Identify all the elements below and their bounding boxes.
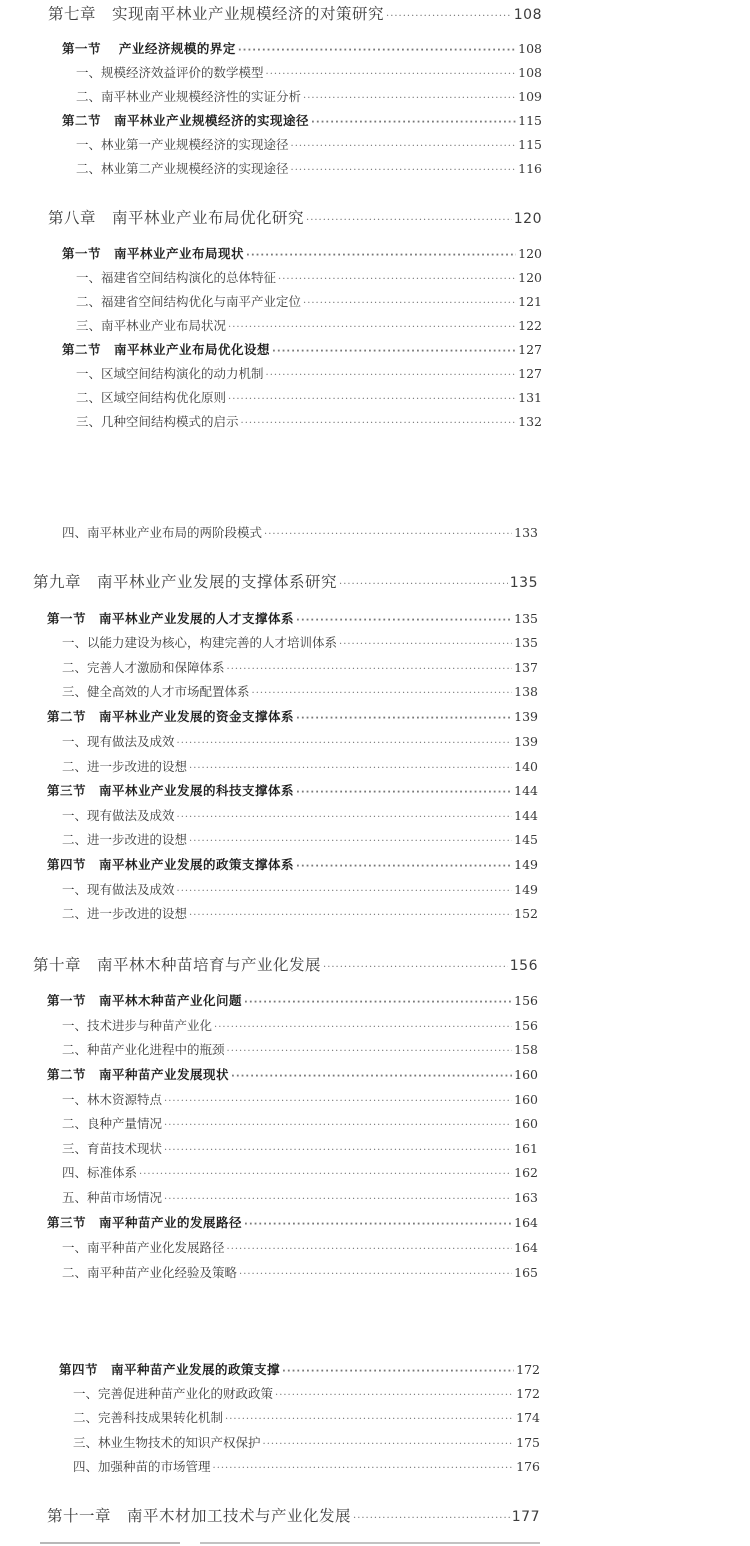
toc-item-row xyxy=(62,522,538,544)
dot-leader xyxy=(339,574,508,596)
dot-leader xyxy=(231,1066,512,1088)
toc-page-number: 156 xyxy=(509,958,538,974)
toc-entry-title: 四、标准体系 xyxy=(62,1165,138,1180)
toc-entry-title: 第一节 产业经济规模的界定 xyxy=(62,41,236,56)
toc-entry-title: 二、南平种苗产业化经验及策略 xyxy=(62,1265,238,1280)
toc-entry-title: 一、区域空间结构演化的动力机制 xyxy=(76,366,264,381)
dot-leader xyxy=(353,1508,510,1530)
toc-entry-title: 二、良种产量情况 xyxy=(62,1116,163,1131)
dot-leader xyxy=(177,881,513,903)
toc-page-number: 156 xyxy=(514,993,538,1008)
toc-item-row xyxy=(73,1456,540,1478)
dot-leader xyxy=(264,524,512,546)
toc-item-row xyxy=(62,1113,538,1135)
toc-entry-title: 二、种苗产业化进程中的瓶颈 xyxy=(62,1042,225,1057)
toc-page-number: 137 xyxy=(514,660,538,675)
toc-section-row xyxy=(59,1359,540,1381)
dot-leader xyxy=(278,269,516,291)
toc-page-number: 108 xyxy=(518,41,542,56)
toc-item-row xyxy=(76,315,542,337)
toc-item-row xyxy=(62,1237,538,1259)
toc-page-number: 139 xyxy=(514,709,538,724)
dot-leader xyxy=(189,758,512,780)
toc-entry-title: 第一节 南平林木种苗产业化问题 xyxy=(47,993,243,1008)
dot-leader xyxy=(272,341,516,363)
toc-item-row xyxy=(76,387,542,409)
toc-page-number: 177 xyxy=(511,1509,540,1525)
toc-page-number: 133 xyxy=(514,525,538,540)
toc-page-number: 165 xyxy=(514,1265,538,1280)
dot-leader xyxy=(266,365,517,387)
toc-item-row xyxy=(76,86,542,108)
toc-page-number: 108 xyxy=(518,65,542,80)
toc-page-number: 160 xyxy=(514,1067,538,1082)
toc-entry-title: 二、进一步改进的设想 xyxy=(62,832,188,847)
toc-page-number: 145 xyxy=(514,832,538,847)
toc-item-row xyxy=(73,1432,540,1454)
dot-leader xyxy=(189,831,512,853)
toc-item-row xyxy=(62,1262,538,1284)
toc-section-row xyxy=(62,38,542,60)
toc-entry-title: 二、福建省空间结构优化与南平产业定位 xyxy=(76,294,302,309)
toc-page-number: 144 xyxy=(514,783,538,798)
toc-item-row xyxy=(62,1162,538,1184)
toc-entry-title: 一、林业第一产业规模经济的实现途径 xyxy=(76,137,289,152)
toc-entry-title: 第三节 南平种苗产业的发展路径 xyxy=(47,1215,243,1230)
toc-section-row xyxy=(47,780,538,802)
toc-page-number: 127 xyxy=(518,342,542,357)
dot-leader xyxy=(244,1214,512,1236)
dot-leader xyxy=(189,905,512,927)
dot-leader xyxy=(227,1239,513,1261)
toc-section-row xyxy=(62,339,542,361)
dot-leader xyxy=(244,992,512,1014)
toc-section-row xyxy=(47,706,538,728)
toc-entry-title: 三、林业生物技术的知识产权保护 xyxy=(73,1435,261,1450)
dot-leader xyxy=(296,708,512,730)
dot-leader xyxy=(239,1264,512,1286)
toc-entry-title: 第九章 南平林业产业发展的支撑体系研究 xyxy=(33,573,338,591)
toc-page-number: 120 xyxy=(518,270,542,285)
toc-item-row xyxy=(62,903,538,925)
toc-page-number: 122 xyxy=(518,318,542,333)
toc-page-number: 172 xyxy=(516,1386,540,1401)
toc-page-number: 139 xyxy=(514,734,538,749)
toc-entry-title: 二、进一步改进的设想 xyxy=(62,906,188,921)
toc-entry-title: 一、完善促进种苗产业化的财政政策 xyxy=(73,1386,274,1401)
toc-page-number: 158 xyxy=(514,1042,538,1057)
toc-entry-title: 第二节 南平林业产业布局优化设想 xyxy=(62,342,271,357)
dot-leader xyxy=(339,634,512,656)
dot-leader xyxy=(296,782,512,804)
toc-entry-title: 二、进一步改进的设想 xyxy=(62,759,188,774)
toc-page-number: 163 xyxy=(514,1190,538,1205)
toc-entry-title: 第二节 南平林业产业发展的资金支撑体系 xyxy=(47,709,295,724)
toc-page-number: 131 xyxy=(518,390,542,405)
dot-leader xyxy=(238,40,516,62)
toc-entry-title: 五、种苗市场情况 xyxy=(62,1190,163,1205)
toc-page-number: 132 xyxy=(518,414,542,429)
toc-item-row xyxy=(62,879,538,901)
toc-chapter-row xyxy=(48,3,542,25)
dot-leader xyxy=(296,856,512,878)
toc-entry-title: 一、福建省空间结构演化的总体特征 xyxy=(76,270,277,285)
toc-page-number: 120 xyxy=(518,246,542,261)
dot-leader xyxy=(266,64,517,86)
dot-leader xyxy=(164,1115,512,1137)
toc-entry-title: 第二节 南平林业产业规模经济的实现途径 xyxy=(62,113,310,128)
toc-entry-title: 二、完善科技成果转化机制 xyxy=(73,1410,224,1425)
toc-page-number: 164 xyxy=(514,1215,538,1230)
dot-leader xyxy=(291,136,517,158)
toc-item-row xyxy=(62,756,538,778)
toc-entry-title: 第十一章 南平木材加工技术与产业化发展 xyxy=(47,1507,352,1525)
toc-page-number: 162 xyxy=(514,1165,538,1180)
toc-entry-title: 一、规模经济效益评价的数学模型 xyxy=(76,65,264,80)
toc-entry-title: 一、南平种苗产业化发展路径 xyxy=(62,1240,225,1255)
toc-entry-title: 一、技术进步与种苗产业化 xyxy=(62,1018,213,1033)
dot-leader xyxy=(275,1385,514,1407)
dot-leader xyxy=(386,6,512,28)
toc-item-row xyxy=(76,62,542,84)
toc-entry-title: 四、加强种苗的市场管理 xyxy=(73,1459,211,1474)
toc-page-number: 156 xyxy=(514,1018,538,1033)
toc-section-row xyxy=(62,243,542,265)
toc-page-number: 152 xyxy=(514,906,538,921)
toc-entry-title: 第三节 南平林业产业发展的科技支撑体系 xyxy=(47,783,295,798)
toc-section-row xyxy=(47,1064,538,1086)
toc-item-row xyxy=(76,158,542,180)
toc-item-row xyxy=(62,1039,538,1061)
dot-leader xyxy=(306,210,512,232)
toc-page-number: 115 xyxy=(518,137,542,152)
cropped-next-line xyxy=(40,1540,540,1546)
dot-leader xyxy=(291,160,517,182)
toc-page-number: 127 xyxy=(518,366,542,381)
toc-entry-title: 二、林业第二产业规模经济的实现途径 xyxy=(76,161,289,176)
toc-chapter-row xyxy=(47,1505,540,1527)
dot-leader xyxy=(228,389,516,411)
toc-page-number: 161 xyxy=(514,1141,538,1156)
dot-leader xyxy=(227,1041,513,1063)
dot-leader xyxy=(282,1361,514,1383)
toc-item-row xyxy=(76,291,542,313)
toc-entry-title: 第二节 南平种苗产业发展现状 xyxy=(47,1067,230,1082)
toc-page-number: 140 xyxy=(514,759,538,774)
dot-leader xyxy=(246,245,516,267)
toc-entry-title: 第四节 南平林业产业发展的政策支撑体系 xyxy=(47,857,295,872)
toc-entry-title: 三、几种空间结构模式的启示 xyxy=(76,414,239,429)
dot-leader xyxy=(241,413,517,435)
toc-page-number: 135 xyxy=(514,635,538,650)
toc-entry-title: 第一节 南平林业产业布局现状 xyxy=(62,246,245,261)
toc-section-row xyxy=(47,854,538,876)
toc-section-row xyxy=(62,110,542,132)
toc-page-number: 135 xyxy=(509,575,538,591)
toc-page-number: 108 xyxy=(513,7,542,23)
toc-item-row xyxy=(76,363,542,385)
toc-page-number: 174 xyxy=(516,1410,540,1425)
dot-leader xyxy=(263,1434,515,1456)
toc-item-row xyxy=(62,1015,538,1037)
toc-entry-title: 一、现有做法及成效 xyxy=(62,808,175,823)
toc-item-row xyxy=(62,805,538,827)
toc-entry-title: 第十章 南平林木种苗培育与产业化发展 xyxy=(33,956,322,974)
dot-leader xyxy=(214,1017,512,1039)
toc-chapter-row xyxy=(33,571,538,593)
dot-leader xyxy=(323,957,508,979)
dot-leader xyxy=(164,1189,512,1211)
toc-entry-title: 二、区域空间结构优化原则 xyxy=(76,390,227,405)
toc-item-row xyxy=(62,1187,538,1209)
toc-page-number: 149 xyxy=(514,857,538,872)
dot-leader xyxy=(303,88,516,110)
toc-entry-title: 一、以能力建设为核心，构建完善的人才培训体系 xyxy=(62,635,338,650)
toc-item-row xyxy=(73,1383,540,1405)
toc-page-number: 160 xyxy=(514,1116,538,1131)
toc-item-row xyxy=(62,829,538,851)
toc-chapter-row xyxy=(33,954,538,976)
dot-leader xyxy=(139,1164,512,1186)
toc-entry-title: 一、现有做法及成效 xyxy=(62,734,175,749)
toc-page-number: 115 xyxy=(518,113,542,128)
toc-entry-title: 第七章 实现南平林业产业规模经济的对策研究 xyxy=(48,5,385,23)
toc-page-number: 144 xyxy=(514,808,538,823)
toc-entry-title: 第一节 南平林业产业发展的人才支撑体系 xyxy=(47,611,295,626)
dot-leader xyxy=(225,1409,514,1431)
dot-leader xyxy=(227,659,513,681)
dot-leader xyxy=(213,1458,515,1480)
toc-page-number: 176 xyxy=(516,1459,540,1474)
toc-entry-title: 第八章 南平林业产业布局优化研究 xyxy=(48,209,305,227)
dot-leader xyxy=(311,112,516,134)
toc-page-number: 135 xyxy=(514,611,538,626)
dot-leader xyxy=(164,1140,512,1162)
toc-section-row xyxy=(47,1212,538,1234)
toc-entry-title: 第四节 南平种苗产业发展的政策支撑 xyxy=(59,1362,281,1377)
toc-page-number: 138 xyxy=(514,684,538,699)
toc-item-row xyxy=(62,632,538,654)
toc-page-number: 121 xyxy=(518,294,542,309)
toc-section-row xyxy=(47,990,538,1012)
toc-item-row xyxy=(62,731,538,753)
toc-entry-title: 三、南平林业产业布局状况 xyxy=(76,318,227,333)
toc-entry-title: 三、健全高效的人才市场配置体系 xyxy=(62,684,250,699)
dot-leader xyxy=(252,683,513,705)
toc-entry-title: 二、完善人才激励和保障体系 xyxy=(62,660,225,675)
dot-leader xyxy=(296,610,512,632)
toc-item-row xyxy=(76,267,542,289)
toc-entry-title: 二、南平林业产业规模经济性的实证分析 xyxy=(76,89,302,104)
toc-page-number: 120 xyxy=(513,211,542,227)
toc-entry-title: 三、育苗技术现状 xyxy=(62,1141,163,1156)
dot-leader xyxy=(303,293,516,315)
toc-item-row xyxy=(62,681,538,703)
toc-page-number: 149 xyxy=(514,882,538,897)
toc-item-row xyxy=(62,1089,538,1111)
toc-entry-title: 四、南平林业产业布局的两阶段模式 xyxy=(62,525,263,540)
toc-item-row xyxy=(62,657,538,679)
toc-page-number: 116 xyxy=(518,161,542,176)
dot-leader xyxy=(228,317,516,339)
toc-section-row xyxy=(47,608,538,630)
toc-page-number: 109 xyxy=(518,89,542,104)
toc-entry-title: 一、现有做法及成效 xyxy=(62,882,175,897)
toc-page-number: 175 xyxy=(516,1435,540,1450)
dot-leader xyxy=(164,1091,512,1113)
toc-item-row xyxy=(76,134,542,156)
toc-page-number: 160 xyxy=(514,1092,538,1107)
toc-chapter-row xyxy=(48,207,542,229)
toc-page-number: 164 xyxy=(514,1240,538,1255)
toc-item-row xyxy=(76,411,542,433)
toc-item-row xyxy=(62,1138,538,1160)
toc-entry-title: 一、林木资源特点 xyxy=(62,1092,163,1107)
dot-leader xyxy=(177,807,513,829)
toc-page-number: 172 xyxy=(516,1362,540,1377)
toc-item-row xyxy=(73,1407,540,1429)
dot-leader xyxy=(177,733,513,755)
